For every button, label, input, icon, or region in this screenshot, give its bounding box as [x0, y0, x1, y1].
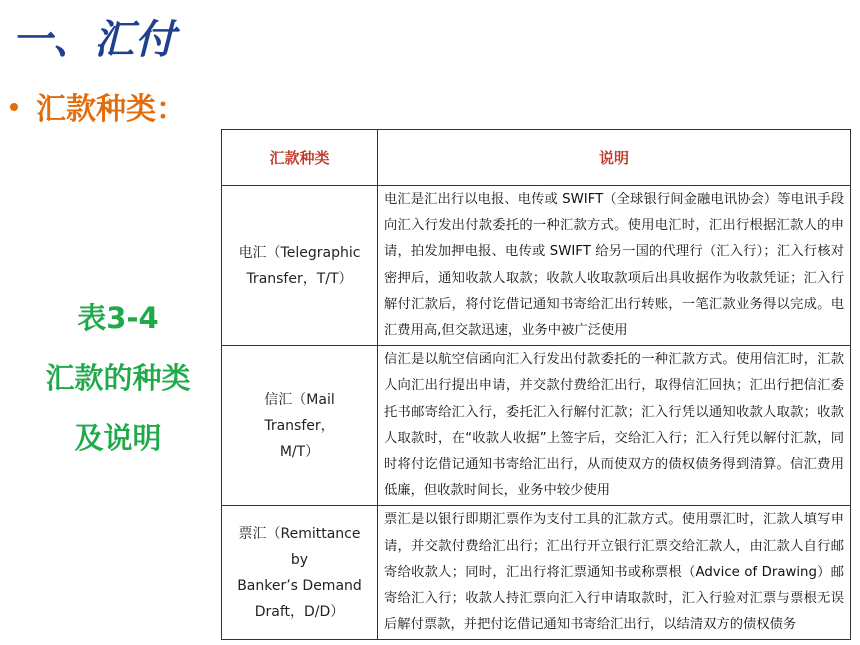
- slide-title: 一、汇付: [12, 17, 176, 63]
- table-caption-number: 表3-4: [77, 301, 159, 335]
- remittance-type-cell: [222, 506, 378, 640]
- table-caption-suffix: 及说明: [74, 421, 162, 455]
- remittance-type-line: 信汇（Mail Transfer，: [264, 391, 335, 434]
- table-row: [222, 186, 851, 346]
- remittance-description-cell: 信汇是以航空信函向汇入行发出付款委托的一种汇款方式。使用信汇时，汇款人向汇出行提出申请，并交款付费给汇出行，取得信汇回执；汇出行把信汇委托书邮寄给汇入行，委托汇入行解付汇款；汇入行凭以通知收款人取款；收款人取款时，在“收款人收据”上签字后，交给汇入行；汇入行凭以解付汇款，同时将付讫借记通知书寄给汇出行，从而使双方的债权债务得到清算。信汇费用低廉，但收款时间长，业务中较少使用: [378, 346, 851, 506]
- remittance-type-cell: [222, 346, 378, 506]
- remittance-description-cell: 票汇是以银行即期汇票作为支付工具的汇款方式。使用票汇时，汇款人填写申请，并交款付费给汇出行；汇出行开立银行汇票交给汇款人，由汇款人自行邮寄给收款人；同时，汇出行将汇票通知书或称票根（Advice of Drawing）邮寄给汇入行；收款人持汇票向汇入行申请取款时，汇入行验对汇票与票根无误后解付票款，并把付讫借记通知书寄给汇出行，以结清双方的债权债务: [378, 506, 851, 640]
- remittance-types-table: [221, 129, 851, 640]
- header-remittance-type: 汇款种类: [222, 130, 378, 186]
- remittance-type-cell: [222, 186, 378, 346]
- table-caption-title: 汇款的种类: [45, 361, 191, 395]
- remittance-type-line: M/T）: [279, 443, 320, 460]
- section-heading-text: 汇款种类：: [36, 92, 186, 127]
- section-heading: [10, 84, 186, 128]
- remittance-description-cell: 电汇是汇出行以电报、电传或 SWIFT（全球银行间金融电讯协会）等电讯手段向汇入行发出付款委托的一种汇款方式。使用电汇时，汇出行根据汇款人的申请，拍发加押电报、电传或 SWIFT 给另一国的代理行（汇入行）；汇入行核对密押后，通知收款人取款；收款人收取款项后出具收据作为收款凭证；汇入行解付汇款后，将付讫借记通知书寄给汇出行转账，一笔汇款业务得以完成。电汇费用高,但交款迅速，业务中被广泛使用: [378, 186, 851, 346]
- header-description: 说明: [378, 130, 851, 186]
- table-row: [222, 346, 851, 506]
- table-header-row: [222, 130, 851, 186]
- remittance-type-line: 票汇（Remittance by: [238, 525, 361, 568]
- remittance-type-line: 电汇（Telegraphic: [238, 244, 361, 261]
- remittance-type-line: Transfer，T/T）: [246, 270, 353, 287]
- remittance-type-line: Draft，D/D）: [254, 603, 345, 620]
- remittance-type-line: Banker’s Demand: [237, 577, 362, 594]
- bullet-icon: [10, 103, 18, 111]
- table-row: [222, 506, 851, 640]
